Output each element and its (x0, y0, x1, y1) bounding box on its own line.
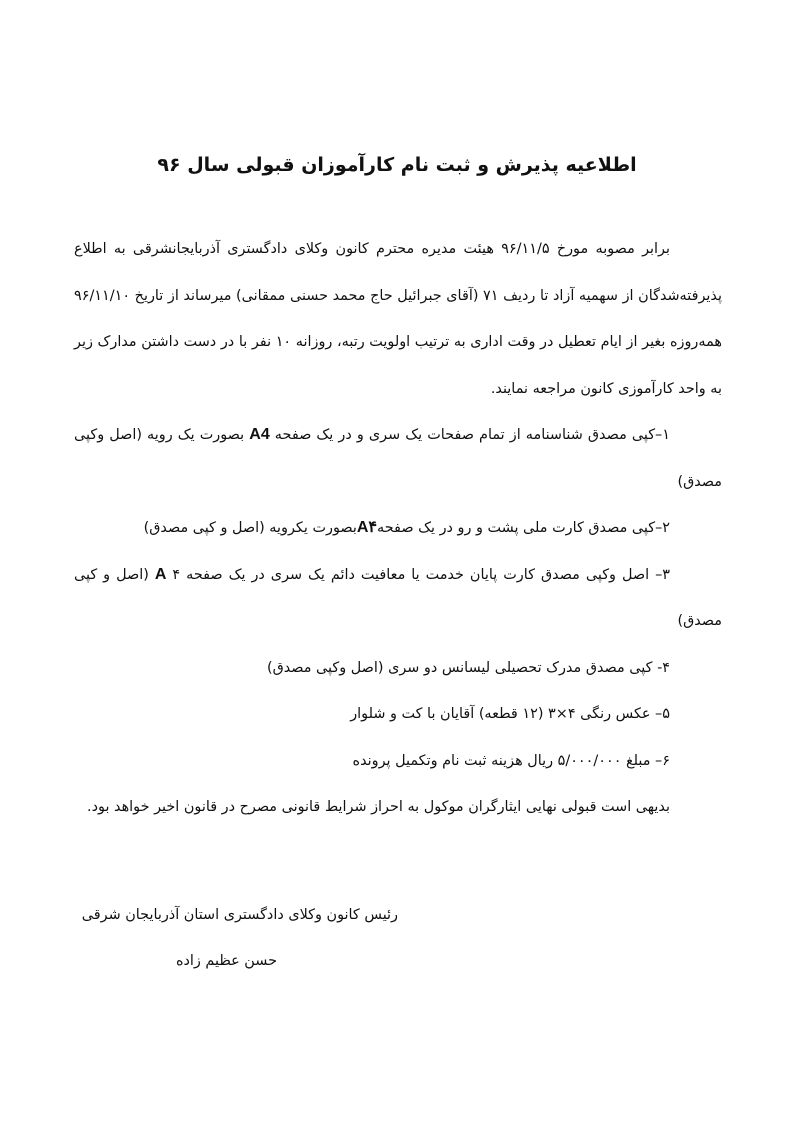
requirement-item-4: ۴- کپی مصدق مدرک تحصیلی لیسانس دو سری (اصل وکپی مصدق) (266, 659, 670, 676)
signatory-title: رئیس کانون وکلای دادگستری استان آذربایجان شرقی (81, 907, 398, 923)
requirement-item-2-paper-size: A۴ (356, 519, 378, 536)
requirement-item-1-paper-size: A4 (249, 426, 270, 443)
requirement-item-5: ۵– عکس رنگی ۴×۳ (۱۲ قطعه) آقایان با کت و شلوار (350, 706, 670, 722)
requirement-item-3-paper-size: A (154, 565, 167, 583)
document-body (74, 226, 722, 831)
requirement-item-2 (74, 505, 722, 552)
requirement-item-2-text-end: بصورت یکرویه (اصل و کپی مصدق) (143, 520, 357, 536)
requirement-item-3 (74, 552, 722, 645)
intro-paragraph: برابر مصوبه مورخ ۹۶/۱۱/۵ هیئت مدیره محترم کانون وکلای دادگستری آذربایجانشرقی به اطلاع پذیرفته‌شدگان از سهمیه آزاد تا ردیف ۷۱ (آقای جبرائیل حاج محمد حسنی ممقانی) میرساند از تاریخ ۹۶/۱۱/۱۰ همه‌روزه بغیر از ایام تعطیل در وقت اداری به ترتیب اولویت رتبه، روزانه ۱۰ نفر با در دست داشتن مدارک زیر به واحد کارآموزی کانون مراجعه نمایند. (74, 241, 722, 397)
document-title: اطلاعیه پذیرش و ثبت نام کارآموزان قبولی سال ۹۶ (157, 154, 637, 176)
requirement-item-3-text-end: (اصل و کپی مصدق) (74, 566, 722, 629)
requirement-item-1-text-end: بصورت یک رویه (اصل وکپی مصدق) (74, 427, 722, 490)
requirement-item-1 (74, 412, 722, 505)
requirement-item-1-text: ۱–کپی مصدق شناسنامه از تمام صفحات یک سری و در یک صفحه (269, 427, 670, 443)
closing-note: بدیهی است قبولی نهایی ایثارگران موکول به احراز شرایط قانونی مصرح در قانون اخیر خواهد بود. (87, 799, 670, 815)
requirement-item-6: ۶– مبلغ ۵/۰۰۰/۰۰۰ ریال هزینه ثبت نام وتکمیل پرونده (352, 752, 670, 769)
requirement-item-2-text: ۲–کپی مصدق کارت ملی پشت و رو در یک صفحه (377, 520, 670, 536)
requirement-item-3-text: ۳– اصل وکپی مصدق کارت پایان خدمت یا معافیت دائم یک سری در یک صفحه ۴ (166, 566, 671, 583)
signatory-name: حسن عظیم زاده (175, 953, 277, 969)
